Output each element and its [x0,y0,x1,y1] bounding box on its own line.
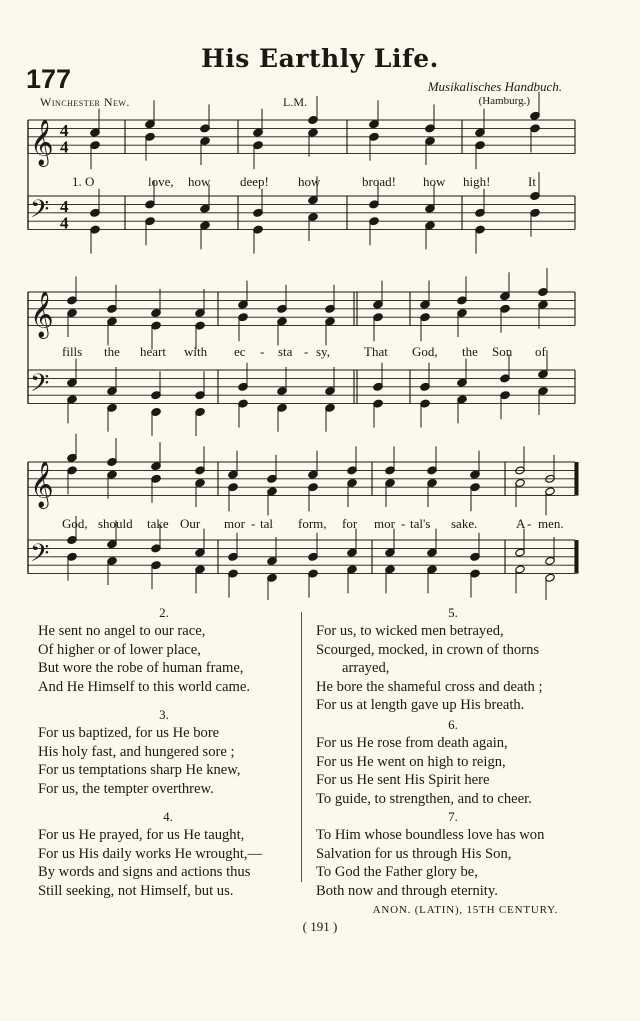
lyric-syllable: sake. [451,516,478,531]
lyric-syllable: how [423,174,446,189]
time-signature-bottom: 4 [60,137,69,157]
tune-name: Winchester New. [40,95,130,109]
stanza-number: 3. [159,707,169,722]
lyric-syllable: take [147,516,169,531]
time-signature-top: 4 [60,120,69,140]
lyric-syllable: - [260,344,265,359]
lyrics-system-3 [30,516,586,534]
lyric-syllable: high! [463,174,491,189]
stanza-line: Of higher or of lower place, [38,641,201,658]
lyric-syllable: tal [260,516,273,531]
lyric-syllable: of [535,344,546,359]
lyric-syllable: - [527,516,532,531]
lyric-syllable: the [104,344,120,359]
hymn-title: His Earthly Life. [201,44,439,73]
stanza-line: For us temptations sharp He knew, [38,762,241,779]
lyric-syllable: love, [148,174,174,189]
lyric-syllable: It [528,174,536,189]
stanza-number: 7. [448,809,458,824]
meter: L.M. [283,95,307,109]
hymn-number: 177 [26,64,72,94]
lyrics-system-2 [30,344,586,362]
stanza-line: To guide, to strengthen, and to cheer. [316,790,532,807]
attribution: ANON. (LATIN), 15TH CENTURY. [372,904,558,916]
time-signature-top: 4 [60,196,69,216]
lyric-syllable: mor [374,516,395,531]
lyric-syllable: men. [538,516,564,531]
lyric-syllable: - [251,516,256,531]
treble-clef: 𝄞 [30,119,54,166]
time-signature-bottom: 4 [60,213,69,233]
lyrics-system-1 [30,174,586,192]
stanza-line: Still seeking, not Himself, but us. [38,882,234,899]
lyric-syllable: fills [62,344,83,359]
stanza-line: His holy fast, and hungered sore ; [38,743,235,760]
lyric-syllable: form, [298,516,327,531]
stanza-4 [38,808,298,900]
stanza-number: 2. [159,605,169,620]
stanza-5 [316,604,590,714]
treble-clef: 𝄞 [30,291,54,338]
lyric-syllable: Son [492,344,513,359]
stanza-number: 6. [448,717,458,732]
lyric-syllable: for [342,516,358,531]
bass-clef: 𝄢 [30,195,50,231]
lyric-syllable: broad! [362,174,396,189]
stanza-line: To Him whose boundless love has won [316,827,545,844]
stanza-line: But wore the robe of human frame, [38,660,244,677]
lyric-syllable: God, [412,344,438,359]
stanza-line: Salvation for us through His Son, [316,845,512,862]
lyric-syllable: heart [140,344,166,359]
page-number: ( 191 ) [302,919,338,934]
stanza-2 [38,604,290,696]
lyric-syllable: A [516,516,526,531]
lyric-syllable: tal's [410,516,431,531]
stanza-line: For us He rose from death again, [316,735,508,752]
stanza-line: By words and signs and actions thus [38,864,251,881]
stanza-line: arrayed, [342,660,390,677]
lyric-syllable: should [98,516,133,531]
lyric-syllable: That [364,344,388,359]
lyric-syllable: sy, [316,344,330,359]
lyric-syllable: 1. O [72,174,95,189]
stanza-6 [316,716,590,808]
stanza-line: For us, the tempter overthrew. [38,780,214,797]
lyric-syllable: how [298,174,321,189]
lyric-syllable: Our [180,516,201,531]
stanza-line: For us baptized, for us He bore [38,725,220,742]
lyric-syllable: God, [62,516,88,531]
stanza-line: For us He prayed, for us He taught, [38,827,245,844]
stanza-line: Both now and through eternity. [316,882,498,899]
stanza-7 [316,808,590,900]
stanza-line: He bore the shameful cross and death ; [316,678,543,695]
lyric-syllable: - [304,344,309,359]
stanza-line: For us, to wicked men betrayed, [316,623,504,640]
bass-clef: 𝄢 [30,539,50,575]
stanza-3 [38,706,290,798]
stanza-line: For us at length gave up His breath. [316,697,525,714]
lyric-syllable: ec [234,344,246,359]
stanza-number: 5. [448,605,458,620]
lyric-syllable: mor [224,516,245,531]
stanza-number: 4. [163,809,173,824]
lyric-syllable: - [401,516,406,531]
lyric-syllable: the [462,344,478,359]
treble-clef: 𝄞 [30,461,54,508]
stanza-line: Scourged, mocked, in crown of thorns [316,641,540,658]
bass-clef: 𝄢 [30,369,50,405]
stanza-line: He sent no angel to our race, [38,623,206,640]
stanza-line: To God the Father glory be, [316,864,478,881]
lyric-syllable: sta [278,344,293,359]
stanza-line: For us His daily works He wrought,— [38,845,263,862]
composer: Musikalisches Handbuch. [427,79,562,94]
stanza-line: For us He went on high to reign, [316,753,506,770]
stanza-line: For us He sent His Spirit here [316,772,490,789]
lyric-syllable: deep! [240,174,269,189]
origin: (Hamburg.) [478,95,530,107]
lyric-syllable: with [184,344,208,359]
stanza-line: And He Himself to this world came. [38,678,250,695]
lyric-syllable: how [188,174,211,189]
column-divider [301,612,302,882]
